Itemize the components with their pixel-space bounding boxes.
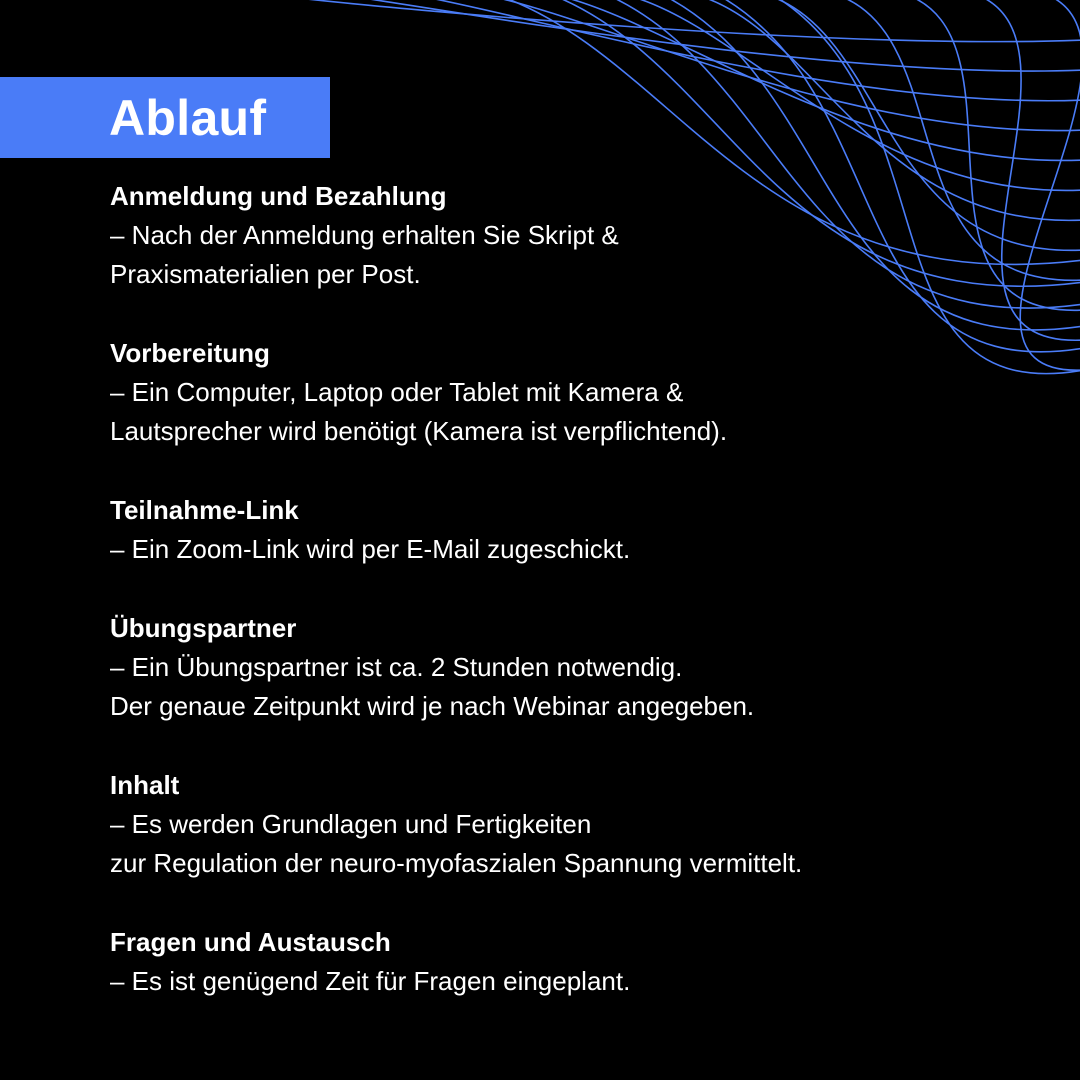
section-text: – Ein Übungspartner ist ca. 2 Stunden notwendig. (110, 652, 683, 682)
section-heading: Vorbereitung (110, 338, 270, 368)
section-heading: Inhalt (110, 770, 180, 800)
wave-line (560, 0, 1080, 160)
section-heading: Übungspartner (110, 613, 297, 643)
content-list (110, 177, 1050, 1041)
section-text: Praxismaterialien per Post. (110, 259, 421, 289)
section-fragen (110, 923, 1050, 1001)
section-text: Lautsprecher wird benötigt (Kamera ist verpflichtend). (110, 416, 728, 446)
section-heading: Teilnahme-Link (110, 495, 299, 525)
wave-line (490, 0, 1080, 131)
wave-line (630, 0, 1080, 190)
section-anmeldung (110, 177, 1050, 294)
section-text: – Es ist genügend Zeit für Fragen eingeplant. (110, 966, 631, 996)
section-text: – Nach der Anmeldung erhalten Sie Skript & (110, 220, 619, 250)
section-teilnahme-link (110, 491, 1050, 569)
section-text: Der genaue Zeitpunkt wird je nach Webinar angegeben. (110, 691, 755, 721)
page-title: Ablauf (109, 90, 267, 146)
wave-line (280, 0, 1080, 42)
section-text: zur Regulation der neuro-myofaszialen Spannung vermittelt. (110, 848, 803, 878)
wave-line (350, 0, 1080, 71)
section-heading: Anmeldung und Bezahlung (110, 181, 447, 211)
section-inhalt (110, 766, 1050, 883)
section-text: – Ein Zoom-Link wird per E-Mail zugeschickt. (110, 534, 631, 564)
wave-line (420, 0, 1080, 101)
section-heading: Fragen und Austausch (110, 927, 391, 957)
section-text: – Es werden Grundlagen und Fertigkeiten (110, 809, 592, 839)
section-vorbereitung (110, 334, 1050, 451)
section-text: – Ein Computer, Laptop oder Tablet mit Kamera & (110, 377, 684, 407)
section-uebungspartner (110, 609, 1050, 726)
